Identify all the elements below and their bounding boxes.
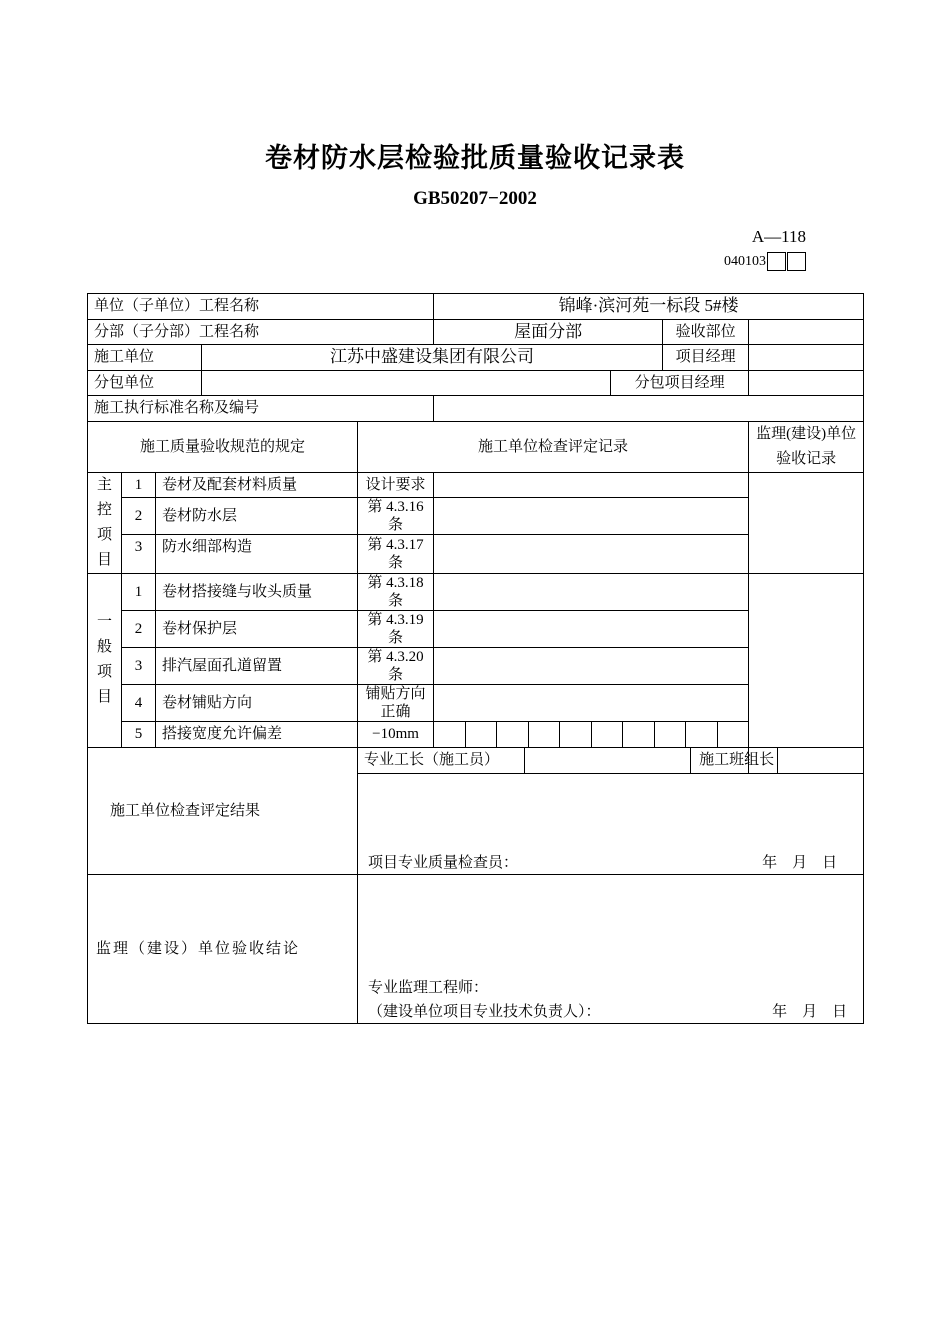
- supervision-date: 年 月 日: [772, 1003, 848, 1020]
- deviation-cell[interactable]: [718, 722, 749, 747]
- column-header-row: [88, 421, 864, 472]
- project-row: [88, 294, 864, 320]
- serial-box-2[interactable]: [787, 252, 806, 271]
- deviation-cell[interactable]: [592, 722, 624, 747]
- owner-label: （建设单位项目专业技术负责人）：: [368, 1003, 601, 1020]
- general-item-row: [88, 573, 864, 610]
- supervision-result-row: [88, 874, 864, 1023]
- foreman-value[interactable]: [525, 747, 691, 773]
- deviation-cell[interactable]: [623, 722, 655, 747]
- form-title: 卷材防水层检验批质量验收记录表: [265, 143, 685, 173]
- standard-label: 施工执行标准名称及编号: [88, 396, 434, 422]
- standard-row: [88, 396, 864, 422]
- contractor-result-area[interactable]: [358, 773, 864, 874]
- item-name: 卷材防水层: [156, 498, 358, 535]
- accept-part-value[interactable]: [749, 319, 864, 345]
- project-label: 单位（子单位）工程名称: [88, 294, 434, 320]
- contractor-row: [88, 345, 864, 371]
- item-requirement: 设计要求: [358, 472, 434, 498]
- foreman-row: [88, 747, 864, 773]
- inspector-label: 项目专业质量检查员：: [368, 854, 519, 871]
- item-requirement: 第 4.3.18 条: [358, 573, 434, 610]
- item-no: 2: [122, 610, 156, 647]
- sub-label: 分包单位: [88, 370, 202, 396]
- item-no: 1: [122, 573, 156, 610]
- deviation-cells: [434, 722, 748, 747]
- serial-number: [724, 252, 806, 271]
- main-supervision-record[interactable]: [749, 472, 864, 573]
- item-requirement: 第 4.3.20 条: [358, 647, 434, 684]
- deviation-cell[interactable]: [560, 722, 592, 747]
- contractor-result-label: 施工单位检查评定结果: [88, 747, 358, 874]
- item-name: 卷材保护层: [156, 610, 358, 647]
- general-item-row: [88, 721, 864, 747]
- main-items-label: [88, 472, 122, 573]
- main-item-row: [88, 535, 864, 537]
- general-items-label-text: 一般项目: [96, 614, 112, 705]
- general-supervision-record[interactable]: [749, 573, 864, 747]
- main-item-row: [88, 498, 864, 535]
- supervision-header: 监理(建设)单位验收记录: [749, 421, 864, 472]
- subproject-value[interactable]: 屋面分部: [434, 319, 663, 345]
- deviation-cell[interactable]: [434, 722, 466, 747]
- item-no: 5: [122, 721, 156, 747]
- item-name: 卷材搭接缝与收头质量: [156, 573, 358, 610]
- contractor-label: 施工单位: [88, 345, 202, 371]
- general-items-label: [88, 573, 122, 747]
- item-requirement: 第 4.3.19 条: [358, 610, 434, 647]
- item-no: 2: [122, 498, 156, 535]
- sub-pm-value[interactable]: [749, 370, 864, 396]
- item-record[interactable]: [434, 647, 749, 684]
- supervision-result-area[interactable]: [358, 874, 864, 1023]
- pm-label: 项目经理: [663, 345, 749, 371]
- item-record[interactable]: [434, 472, 749, 498]
- foreman-label: 专业工长（施工员）: [358, 747, 525, 773]
- contractor-date: 年 月 日: [762, 854, 838, 871]
- item-requirement: 第 4.3.16 条: [358, 498, 434, 535]
- standard-value[interactable]: [434, 396, 864, 422]
- supervision-result-label: 监理（建设）单位验收结论: [88, 874, 358, 1023]
- serial-box-1[interactable]: [767, 252, 786, 271]
- item-name: 排汽屋面孔道留置: [156, 647, 358, 684]
- form-code: A—118: [751, 227, 806, 246]
- sub-value[interactable]: [202, 370, 611, 396]
- item-no: 3: [122, 647, 156, 684]
- pm-value[interactable]: [749, 345, 864, 371]
- item-no: 1: [122, 472, 156, 498]
- serial-text: 040103: [724, 253, 766, 269]
- spec-header: 施工质量验收规范的规定: [88, 421, 358, 472]
- accept-part-label: 验收部位: [663, 319, 749, 345]
- item-name: 防水细部构造: [156, 535, 358, 574]
- item-name: 卷材铺贴方向: [156, 684, 358, 721]
- contractor-value[interactable]: 江苏中盛建设集团有限公司: [202, 345, 663, 371]
- item-record[interactable]: [434, 610, 749, 647]
- subproject-label: 分部（子分部）工程名称: [88, 319, 434, 345]
- item-name: 搭接宽度允许偏差: [156, 721, 358, 747]
- engineer-label: 专业监理工程师：: [368, 979, 489, 996]
- item-record[interactable]: [434, 498, 749, 535]
- general-item-row: [88, 647, 864, 684]
- deviation-cell[interactable]: [686, 722, 718, 747]
- general-item-row: [88, 684, 864, 721]
- item-no: 3: [122, 535, 156, 574]
- main-item-row: [88, 472, 864, 498]
- deviation-cell[interactable]: [497, 722, 529, 747]
- item-no: 4: [122, 684, 156, 721]
- standard-code: GB50207−2002: [413, 188, 537, 209]
- deviation-cell[interactable]: [529, 722, 561, 747]
- item-requirement: 第 4.3.17 条: [358, 535, 434, 574]
- item-record[interactable]: [434, 684, 749, 721]
- item-name: 卷材及配套材料质量: [156, 472, 358, 498]
- project-value[interactable]: 锦峰·滨河苑一标段 5#楼: [434, 294, 864, 320]
- subcontractor-row: [88, 370, 864, 396]
- deviation-cell[interactable]: [655, 722, 687, 747]
- item-requirement: 铺贴方向正确: [358, 684, 434, 721]
- item-record[interactable]: [434, 535, 749, 574]
- main-items-label-text: 主控项目: [96, 476, 112, 568]
- item-requirement: −10mm: [358, 721, 434, 747]
- item-record[interactable]: [434, 573, 749, 610]
- deviation-cell[interactable]: [466, 722, 498, 747]
- general-item-row: [88, 610, 864, 647]
- deviation-grid: [434, 721, 749, 747]
- record-header: 施工单位检查评定记录: [358, 421, 749, 472]
- inspection-table: [87, 293, 864, 1024]
- team-leader-label: 施工班组长: [691, 747, 749, 773]
- subproject-row: [88, 319, 864, 345]
- sub-pm-label: 分包项目经理: [611, 370, 749, 396]
